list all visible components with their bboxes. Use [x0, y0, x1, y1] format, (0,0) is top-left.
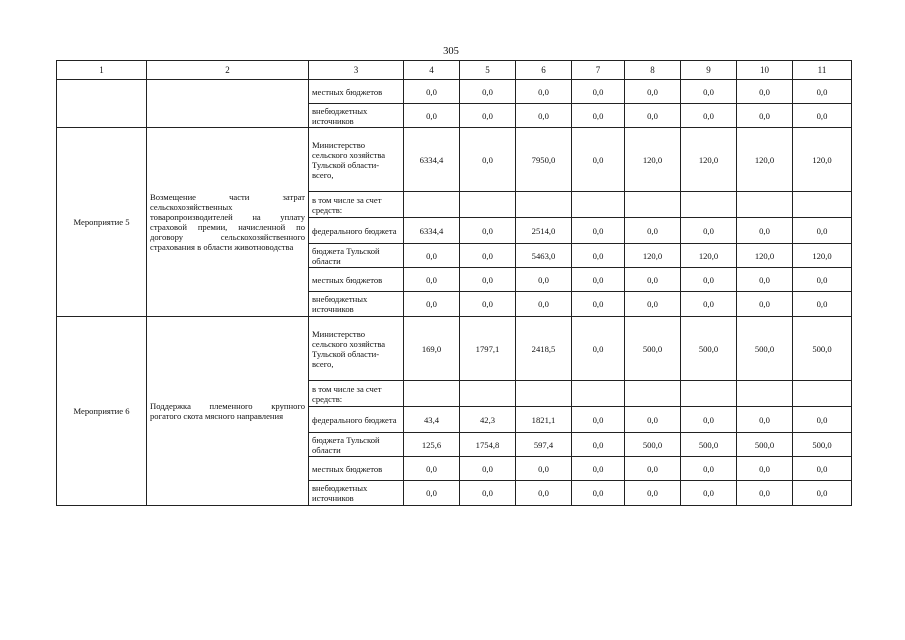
value-cell: 0,0	[737, 407, 793, 433]
value-cell	[404, 192, 460, 218]
funding-source: бюджета Тульской области	[309, 244, 404, 268]
value-cell	[572, 381, 625, 407]
value-cell: 0,0	[572, 457, 625, 481]
value-cell: 5463,0	[516, 244, 572, 268]
funding-source: бюджета Тульской области	[309, 433, 404, 457]
value-cell: 120,0	[793, 128, 852, 192]
value-cell: 0,0	[404, 104, 460, 128]
value-cell	[737, 192, 793, 218]
value-cell: 0,0	[681, 80, 737, 104]
value-cell: 0,0	[681, 218, 737, 244]
funding-source: местных бюджетов	[309, 268, 404, 292]
value-cell: 0,0	[460, 128, 516, 192]
value-cell: 6334,4	[404, 128, 460, 192]
value-cell: 0,0	[572, 433, 625, 457]
value-cell: 1797,1	[460, 317, 516, 381]
funding-source: в том числе за счет средств:	[309, 381, 404, 407]
value-cell: 0,0	[516, 104, 572, 128]
value-cell	[681, 192, 737, 218]
value-cell: 0,0	[460, 104, 516, 128]
funding-source: внебюджетных источников	[309, 481, 404, 506]
column-header-row	[57, 61, 852, 80]
page-number: 305	[443, 46, 459, 57]
value-cell: 500,0	[625, 433, 681, 457]
value-cell	[516, 192, 572, 218]
column-header: 11	[793, 61, 852, 80]
value-cell	[737, 381, 793, 407]
activity-description: Поддержка племенного крупного рогатого скота мясного направления	[147, 317, 309, 506]
value-cell: 0,0	[625, 268, 681, 292]
value-cell: 0,0	[625, 457, 681, 481]
value-cell: 0,0	[737, 104, 793, 128]
value-cell: 0,0	[737, 268, 793, 292]
value-cell: 0,0	[460, 244, 516, 268]
value-cell: 120,0	[625, 244, 681, 268]
value-cell: 0,0	[625, 481, 681, 506]
table-row	[57, 317, 852, 381]
value-cell: 0,0	[516, 80, 572, 104]
value-cell	[460, 192, 516, 218]
value-cell: 125,6	[404, 433, 460, 457]
column-header: 2	[147, 61, 309, 80]
value-cell: 0,0	[572, 407, 625, 433]
column-header: 4	[404, 61, 460, 80]
budget-table	[56, 60, 852, 506]
funding-source: федерального бюджета	[309, 218, 404, 244]
column-header: 9	[681, 61, 737, 80]
value-cell: 6334,4	[404, 218, 460, 244]
funding-source: внебюджетных источников	[309, 104, 404, 128]
value-cell: 500,0	[793, 433, 852, 457]
value-cell: 120,0	[793, 244, 852, 268]
funding-source: местных бюджетов	[309, 457, 404, 481]
value-cell: 0,0	[404, 292, 460, 317]
value-cell: 0,0	[460, 457, 516, 481]
value-cell: 0,0	[737, 80, 793, 104]
value-cell: 120,0	[737, 244, 793, 268]
value-cell: 0,0	[793, 104, 852, 128]
value-cell: 0,0	[793, 268, 852, 292]
column-header: 5	[460, 61, 516, 80]
value-cell: 500,0	[625, 317, 681, 381]
value-cell: 1821,1	[516, 407, 572, 433]
funding-source: Министерство сельского хозяйства Тульской области-всего,	[309, 128, 404, 192]
value-cell	[460, 381, 516, 407]
value-cell: 0,0	[681, 457, 737, 481]
value-cell: 0,0	[793, 481, 852, 506]
value-cell: 0,0	[404, 244, 460, 268]
value-cell	[793, 381, 852, 407]
value-cell: 120,0	[625, 128, 681, 192]
value-cell: 0,0	[404, 80, 460, 104]
value-cell: 0,0	[737, 457, 793, 481]
value-cell: 0,0	[681, 104, 737, 128]
value-cell: 0,0	[737, 218, 793, 244]
value-cell: 43,4	[404, 407, 460, 433]
value-cell: 0,0	[793, 407, 852, 433]
value-cell	[793, 192, 852, 218]
value-cell: 0,0	[625, 218, 681, 244]
value-cell: 0,0	[793, 457, 852, 481]
activity-name: Мероприятие 6	[57, 317, 147, 506]
value-cell: 120,0	[737, 128, 793, 192]
value-cell: 169,0	[404, 317, 460, 381]
value-cell: 0,0	[404, 268, 460, 292]
value-cell: 120,0	[681, 128, 737, 192]
value-cell: 7950,0	[516, 128, 572, 192]
value-cell: 0,0	[404, 481, 460, 506]
value-cell	[404, 381, 460, 407]
value-cell: 0,0	[572, 104, 625, 128]
value-cell: 120,0	[681, 244, 737, 268]
value-cell: 0,0	[793, 292, 852, 317]
value-cell: 0,0	[572, 317, 625, 381]
value-cell: 0,0	[737, 292, 793, 317]
value-cell: 0,0	[516, 268, 572, 292]
activity-description: Возмещение части затрат сельскохозяйственных товаропроизводителей на уплату страховой премии, начисленной по договору сельскохозяйственного страхования в области животноводства	[147, 128, 309, 317]
value-cell: 0,0	[681, 481, 737, 506]
value-cell: 0,0	[460, 292, 516, 317]
table-row	[57, 80, 852, 104]
funding-source: Министерство сельского хозяйства Тульской области-всего,	[309, 317, 404, 381]
activity-name: Мероприятие 5	[57, 128, 147, 317]
value-cell: 0,0	[460, 80, 516, 104]
value-cell: 0,0	[625, 80, 681, 104]
value-cell: 0,0	[737, 481, 793, 506]
value-cell: 0,0	[516, 481, 572, 506]
value-cell	[681, 381, 737, 407]
value-cell: 0,0	[793, 80, 852, 104]
value-cell: 0,0	[625, 104, 681, 128]
value-cell: 0,0	[516, 457, 572, 481]
funding-source: в том числе за счет средств:	[309, 192, 404, 218]
column-header: 8	[625, 61, 681, 80]
column-header: 10	[737, 61, 793, 80]
description-cell-continued	[147, 80, 309, 128]
funding-source: внебюджетных источников	[309, 292, 404, 317]
value-cell: 500,0	[737, 433, 793, 457]
value-cell: 0,0	[516, 292, 572, 317]
value-cell: 0,0	[572, 244, 625, 268]
value-cell	[625, 381, 681, 407]
funding-source: федерального бюджета	[309, 407, 404, 433]
value-cell	[625, 192, 681, 218]
value-cell	[572, 192, 625, 218]
column-header: 7	[572, 61, 625, 80]
value-cell: 0,0	[572, 218, 625, 244]
value-cell: 0,0	[572, 292, 625, 317]
value-cell: 0,0	[793, 218, 852, 244]
value-cell: 0,0	[681, 407, 737, 433]
value-cell: 500,0	[681, 317, 737, 381]
value-cell: 2418,5	[516, 317, 572, 381]
value-cell: 0,0	[460, 481, 516, 506]
value-cell: 500,0	[793, 317, 852, 381]
value-cell: 0,0	[572, 268, 625, 292]
value-cell	[516, 381, 572, 407]
column-header: 6	[516, 61, 572, 80]
value-cell: 0,0	[572, 481, 625, 506]
value-cell: 0,0	[681, 292, 737, 317]
funding-source: местных бюджетов	[309, 80, 404, 104]
value-cell: 500,0	[737, 317, 793, 381]
value-cell: 1754,8	[460, 433, 516, 457]
value-cell: 0,0	[625, 292, 681, 317]
table-row	[57, 128, 852, 192]
value-cell: 0,0	[460, 268, 516, 292]
value-cell: 0,0	[681, 268, 737, 292]
value-cell: 2514,0	[516, 218, 572, 244]
value-cell: 0,0	[460, 218, 516, 244]
value-cell: 0,0	[404, 457, 460, 481]
value-cell: 500,0	[681, 433, 737, 457]
value-cell: 0,0	[625, 407, 681, 433]
value-cell: 0,0	[572, 80, 625, 104]
column-header: 1	[57, 61, 147, 80]
value-cell: 42,3	[460, 407, 516, 433]
value-cell: 597,4	[516, 433, 572, 457]
value-cell: 0,0	[572, 128, 625, 192]
activity-cell-continued	[57, 80, 147, 128]
column-header: 3	[309, 61, 404, 80]
